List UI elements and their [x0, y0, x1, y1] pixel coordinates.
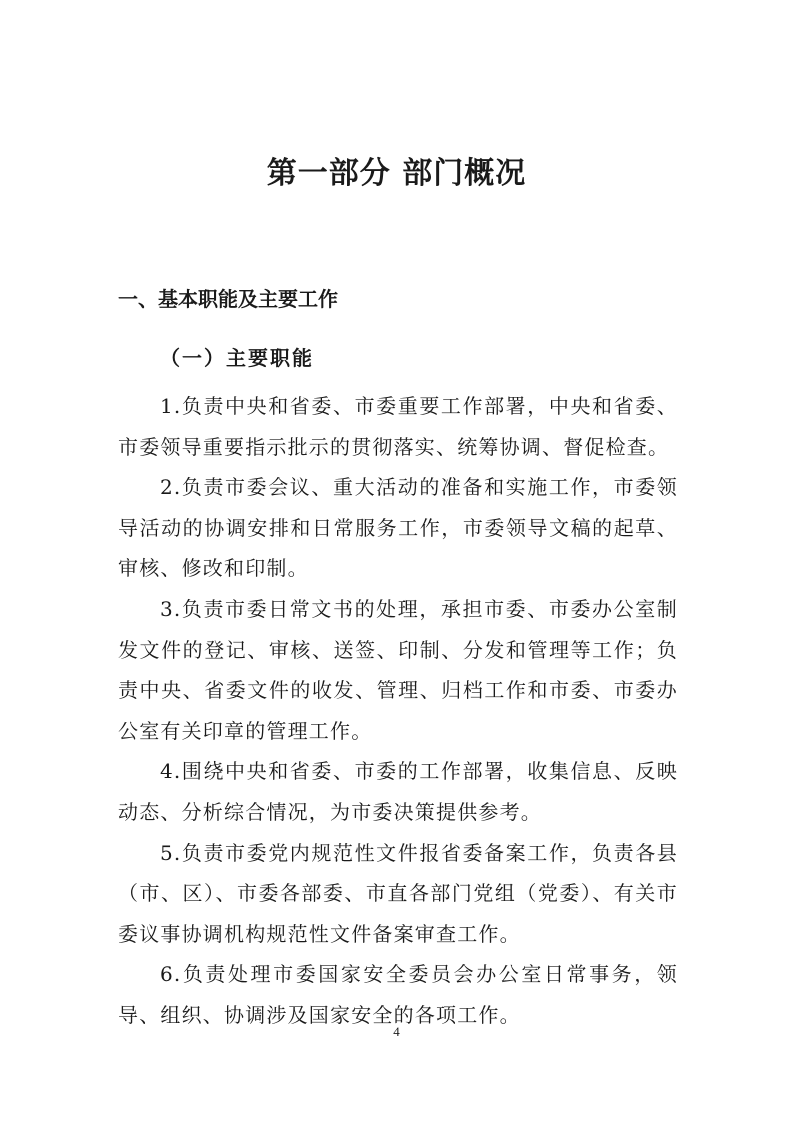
duty-paragraph-3: 3.负责市委日常文书的处理，承担市委、市委办公室制发文件的登记、审核、送签、印制、分发和管理等工作；负责中央、省委文件的收发、管理、归档工作和市委、市委办公室有关印章的管理工作。 [118, 596, 678, 743]
duty-paragraph-2: 2.负责市委会议、重大活动的准备和实施工作，市委领导活动的协调安排和日常服务工作，市委领导文稿的起草、审核、修改和印制。 [118, 475, 678, 581]
subsection-heading: （一）主要职能 [160, 346, 314, 370]
duty-paragraph-1: 1.负责中央和省委、市委重要工作部署，中央和省委、市委领导重要指示批示的贯彻落实、统筹协调、督促检查。 [118, 394, 678, 459]
section-heading: 一、基本职能及主要工作 [118, 287, 338, 311]
duty-paragraph-6: 6.负责处理市委国家安全委员会办公室日常事务，领导、组织、协调涉及国家安全的各项工作。 [118, 962, 678, 1027]
duties-list [118, 386, 678, 1036]
page-number: 4 [393, 1024, 400, 1039]
duty-paragraph-4: 4.围绕中央和省委、市委的工作部署，收集信息、反映动态、分析综合情况，为市委决策提供参考。 [118, 759, 678, 824]
duty-paragraph-5: 5.负责市委党内规范性文件报省委备案工作，负责各县（市、区）、市委各部委、市直各部门党组（党委）、有关市委议事协调机构规范性文件备案审查工作。 [118, 840, 678, 946]
chapter-title: 第一部分 部门概况 [266, 156, 527, 191]
